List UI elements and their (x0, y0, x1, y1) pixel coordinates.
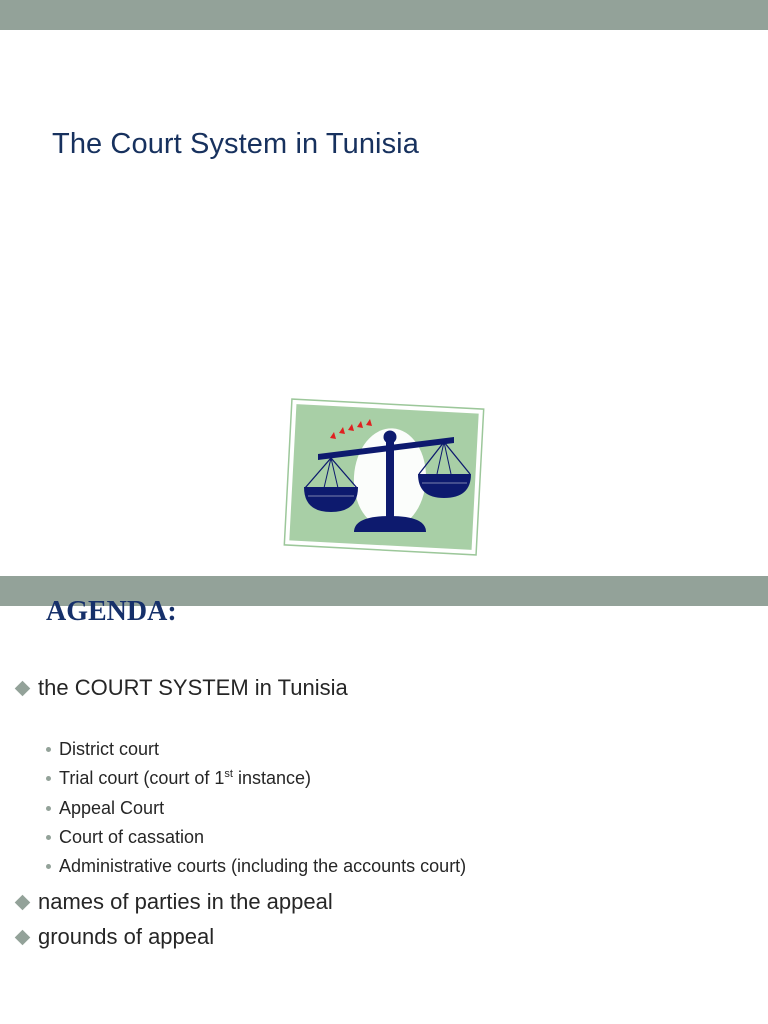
dot-bullet-icon (46, 835, 51, 840)
dot-bullet-icon (46, 864, 51, 869)
agenda-item (14, 675, 348, 701)
dot-bullet-icon (46, 806, 51, 811)
agenda-item-label: names of parties in the appeal (38, 889, 333, 914)
agenda-subitem (46, 798, 164, 819)
scales-of-justice-icon (278, 392, 490, 562)
dot-bullet-icon (46, 776, 51, 781)
agenda-subitem-label: Administrative courts (including the accounts court) (59, 856, 467, 876)
diamond-bullet-icon (15, 929, 31, 945)
agenda-subitem (46, 827, 204, 848)
agenda-subitem-label: Trial court (court of 1st instance) (59, 768, 311, 788)
slide-header-bar (0, 0, 768, 30)
agenda-subitem (46, 768, 311, 789)
agenda-subitem-label: District court (59, 739, 160, 759)
agenda-subitem (46, 739, 159, 760)
agenda-subitem-label: Court of cassation (59, 827, 205, 847)
diamond-bullet-icon (15, 894, 31, 910)
agenda-item (14, 889, 333, 915)
diamond-bullet-icon (15, 680, 31, 696)
agenda-heading: AGENDA: (46, 596, 177, 627)
superscript: st (224, 768, 233, 780)
agenda-item (14, 924, 214, 950)
agenda-item-label: the COURT SYSTEM in Tunisia (38, 675, 348, 700)
agenda-item-label: grounds of appeal (38, 924, 215, 949)
slide-title: The Court System in Tunisia (52, 128, 419, 160)
agenda-subitem-label: Appeal Court (59, 798, 165, 818)
agenda-subitem (46, 856, 466, 877)
dot-bullet-icon (46, 747, 51, 752)
